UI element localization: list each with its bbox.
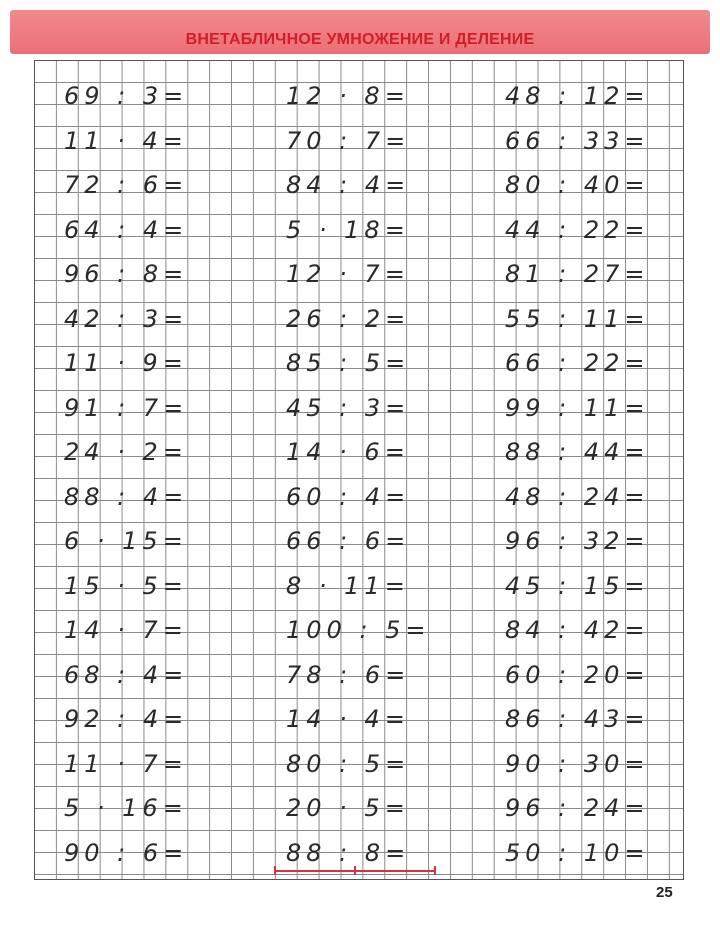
math-problem: 14 · 4=	[286, 705, 410, 733]
math-problem: 45 : 3=	[286, 393, 411, 422]
footer-tick-right	[434, 866, 436, 875]
footer-tick-left	[274, 866, 276, 875]
math-problem: 48 : 12=	[505, 82, 650, 110]
math-problem: 12 · 7=	[286, 260, 410, 288]
math-problem: 64 : 4=	[64, 215, 189, 244]
math-problem: 69 : 3=	[64, 82, 189, 110]
math-problem: 84 : 4=	[286, 171, 411, 199]
math-problem: 99 : 11=	[505, 393, 650, 422]
math-problem: 96 : 8=	[64, 260, 189, 288]
math-problem: 11 · 9=	[64, 349, 188, 377]
math-problem: 90 : 30=	[505, 749, 650, 778]
math-problem: 55 : 11=	[505, 304, 650, 333]
math-problem: 92 : 4=	[64, 705, 189, 733]
math-problem: 100 : 5=	[286, 616, 431, 644]
math-problem: 24 · 2=	[64, 438, 188, 466]
math-problem: 85 : 5=	[286, 349, 411, 377]
math-problem: 42 : 3=	[64, 304, 189, 333]
math-problem: 50 : 10=	[505, 838, 650, 867]
math-problem: 88 : 44=	[505, 438, 650, 466]
math-problem: 6 · 15=	[64, 527, 188, 555]
math-problem: 88 : 8=	[286, 838, 411, 867]
math-problem: 44 : 22=	[505, 215, 650, 244]
math-problem: 66 : 6=	[286, 527, 411, 555]
math-problem: 91 : 7=	[64, 393, 189, 422]
math-problem: 60 : 20=	[505, 660, 650, 689]
math-problem: 66 : 22=	[505, 349, 650, 377]
math-problem: 14 · 6=	[286, 438, 410, 466]
math-problem: 66 : 33=	[505, 126, 650, 155]
math-problem: 60 : 4=	[286, 482, 411, 511]
math-problem: 88 : 4=	[64, 482, 189, 511]
footer-tick-middle	[354, 866, 356, 875]
math-problem: 80 : 5=	[286, 749, 411, 778]
math-problem: 96 : 32=	[505, 527, 650, 555]
math-problem: 26 : 2=	[286, 304, 411, 333]
math-problem: 86 : 43=	[505, 705, 650, 733]
math-problem: 90 : 6=	[64, 838, 189, 867]
math-problem: 96 : 24=	[505, 794, 650, 822]
math-problem: 11 · 4=	[64, 126, 188, 155]
math-problem: 11 · 7=	[64, 749, 188, 778]
math-problem: 8 · 11=	[286, 571, 410, 600]
math-problem: 84 : 42=	[505, 616, 650, 644]
math-problem: 5 · 16=	[64, 794, 188, 822]
page-title: ВНЕТАБЛИЧНОЕ УМНОЖЕНИЕ И ДЕЛЕНИЕ	[185, 31, 535, 48]
math-problem: 80 : 40=	[505, 171, 650, 199]
math-problem: 20 · 5=	[286, 794, 410, 822]
math-problem: 12 · 8=	[286, 82, 410, 110]
math-problem: 78 : 6=	[286, 660, 411, 689]
math-problem: 14 · 7=	[64, 616, 188, 644]
page-number: 25	[656, 884, 673, 901]
math-problem: 15 · 5=	[64, 571, 188, 600]
math-problem: 48 : 24=	[505, 482, 650, 511]
math-problem: 70 : 7=	[286, 126, 411, 155]
math-problem: 81 : 27=	[505, 260, 650, 288]
math-problem: 68 : 4=	[64, 660, 189, 689]
math-problem: 45 : 15=	[505, 571, 650, 600]
math-problem: 5 · 18=	[286, 215, 410, 244]
math-problem: 72 : 6=	[64, 171, 189, 199]
